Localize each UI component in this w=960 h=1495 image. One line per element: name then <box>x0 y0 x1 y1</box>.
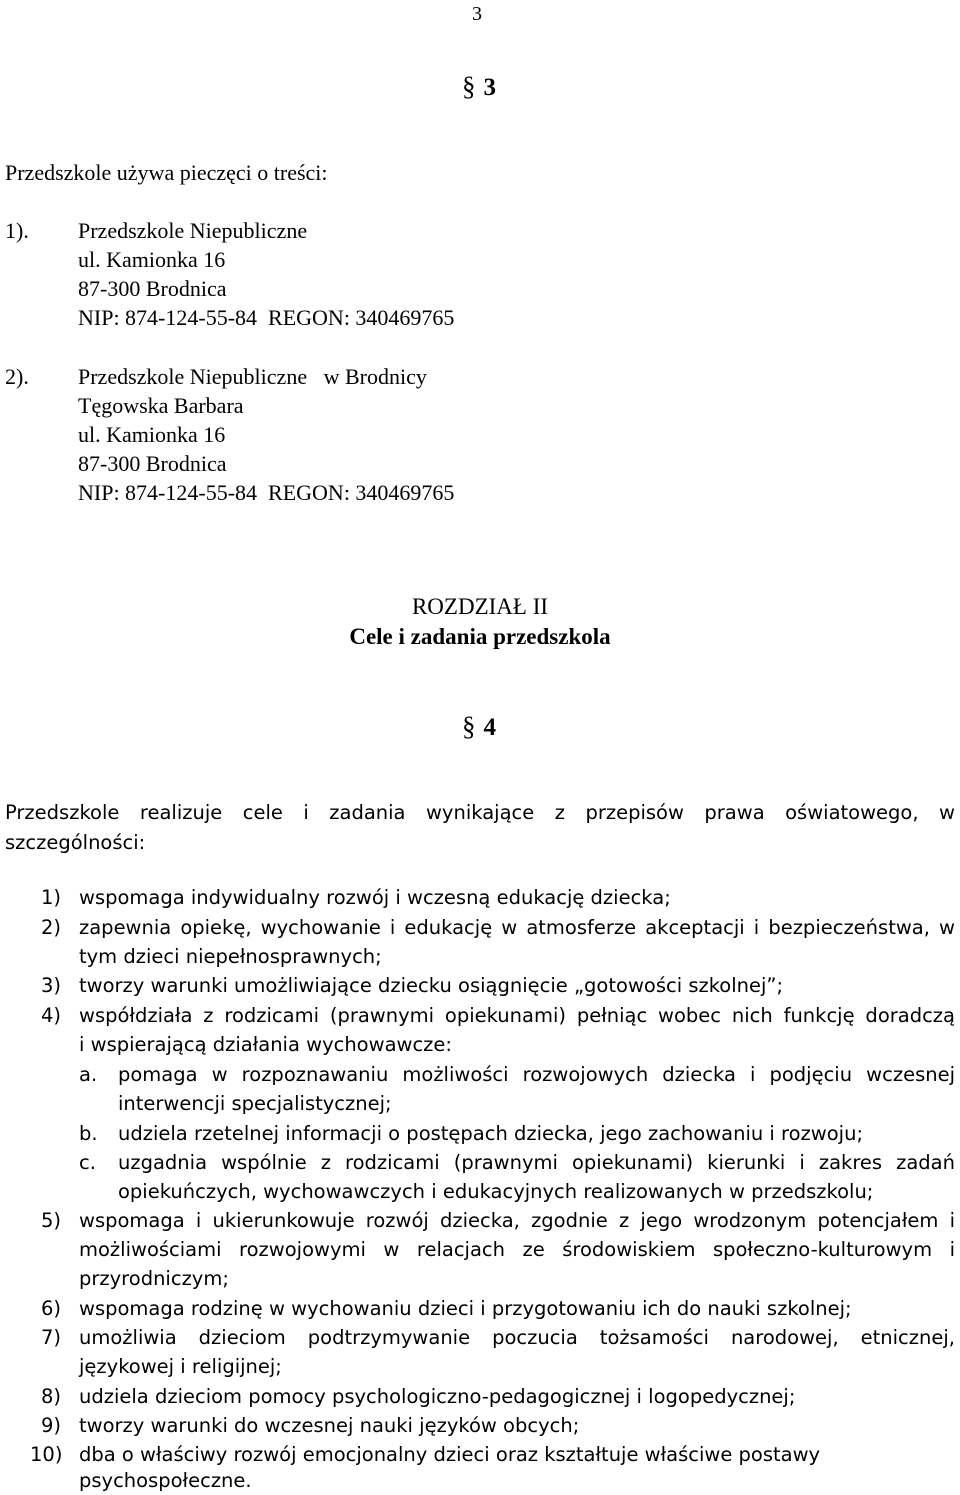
item-number: 2) <box>41 916 62 939</box>
page-number: 3 <box>472 3 482 25</box>
item-text: możliwościami rozwojowymi w relacjach ze środowiskiem społeczno-kulturowym i <box>79 1238 955 1261</box>
stamp-2-line: 87-300 Brodnica <box>78 451 227 476</box>
item-number: 8) <box>41 1385 62 1408</box>
item-text: współdziała z rodzicami (prawnymi opiekunami) pełniąc wobec nich funkcję doradczą <box>79 1004 955 1027</box>
chapter-title: ROZDZIAŁ II <box>411 594 549 619</box>
section-3-heading <box>462 72 496 102</box>
section-number: 4 <box>483 714 496 741</box>
item-number: 7) <box>41 1326 62 1349</box>
item-text: dba o właściwy rozwój emocjonalny dzieci oraz kształtuje właściwe postawy <box>79 1443 821 1466</box>
subitem-letter: a. <box>79 1063 98 1086</box>
subitem-text: pomaga w rozpoznawaniu możliwości rozwojowych dziecka i podjęciu wczesnej <box>118 1063 955 1086</box>
subitem-text: opiekuńczych, wychowawczych i edukacyjnych realizowanych w przedszkolu; <box>118 1180 874 1203</box>
item-text: przyrodniczym; <box>79 1267 229 1290</box>
subitem-text: uzgadnia wspólnie z rodzicami (prawnymi opiekunami) kierunki i zakres zadań <box>118 1151 955 1174</box>
item-number: 4) <box>41 1004 62 1027</box>
item-text: udziela dzieciom pomocy psychologiczno-pedagogicznej i logopedycznej; <box>79 1385 796 1408</box>
stamp-2-line: Przedszkole Niepubliczne w Brodnicy <box>78 364 427 389</box>
item-text: językowej i religijnej; <box>79 1355 282 1378</box>
item-text: wspomaga i ukierunkowuje rozwój dziecka, zgodnie z jego wrodzonym potencjałem i <box>79 1209 955 1232</box>
stamp-1-line: Przedszkole Niepubliczne <box>78 218 308 243</box>
stamp-2-line: NIP: 874-124-55-84 REGON: 340469765 <box>78 480 455 505</box>
stamp-1-line: ul. Kamionka 16 <box>78 247 226 272</box>
stamp-1-line: 87-300 Brodnica <box>78 276 227 301</box>
subitem-text: interwencji specjalistycznej; <box>118 1092 392 1115</box>
section-sign: § <box>462 711 476 741</box>
stamp-intro: Przedszkole używa pieczęci o treści: <box>5 160 328 185</box>
item-text: i wspierającą działania wychowawcze: <box>79 1033 452 1056</box>
chapter-subtitle: Cele i zadania przedszkola <box>349 624 611 649</box>
section-sign: § <box>462 71 476 101</box>
item-number: 9) <box>41 1414 62 1437</box>
stamp-1-number: 1). <box>5 218 29 243</box>
item-text: wspomaga rodzinę w wychowaniu dzieci i przygotowaniu ich do nauki szkolnej; <box>79 1297 852 1320</box>
item-text: wspomaga indywidualny rozwój i wczesną edukację dziecka; <box>79 886 671 909</box>
item-number: 5) <box>41 1209 62 1232</box>
stamp-2-line: ul. Kamionka 16 <box>78 422 226 447</box>
item-text: tym dzieci niepełnosprawnych; <box>79 945 382 968</box>
item-text: tworzy warunki do wczesnej nauki języków obcych; <box>79 1414 580 1437</box>
item-number: 10) <box>30 1443 63 1466</box>
stamp-2-number: 2). <box>5 364 29 389</box>
section-number: 3 <box>483 74 496 101</box>
item-text: umożliwia dzieciom podtrzymywanie poczucia tożsamości narodowej, etnicznej, <box>79 1326 955 1349</box>
intro-line: szczególności: <box>5 831 146 854</box>
subitem-letter: c. <box>79 1151 96 1174</box>
stamp-2-line: Tęgowska Barbara <box>78 393 244 418</box>
item-text: tworzy warunki umożliwiające dziecku osiągnięcie „gotowości szkolnej”; <box>79 974 784 997</box>
item-text: psychospołeczne. <box>79 1469 252 1492</box>
section-4-heading <box>462 712 496 742</box>
item-number: 1) <box>41 886 62 909</box>
subitem-letter: b. <box>79 1122 98 1145</box>
item-number: 6) <box>41 1297 62 1320</box>
subitem-text: udziela rzetelnej informacji o postępach dziecka, jego zachowaniu i rozwoju; <box>118 1122 864 1145</box>
item-number: 3) <box>41 974 62 997</box>
intro-line: Przedszkole realizuje cele i zadania wynikające z przepisów prawa oświatowego, w <box>5 801 955 824</box>
item-text: zapewnia opiekę, wychowanie i edukację w atmosferze akceptacji i bezpieczeństwa, w <box>79 916 955 939</box>
stamp-1-line: NIP: 874-124-55-84 REGON: 340469765 <box>78 305 455 330</box>
